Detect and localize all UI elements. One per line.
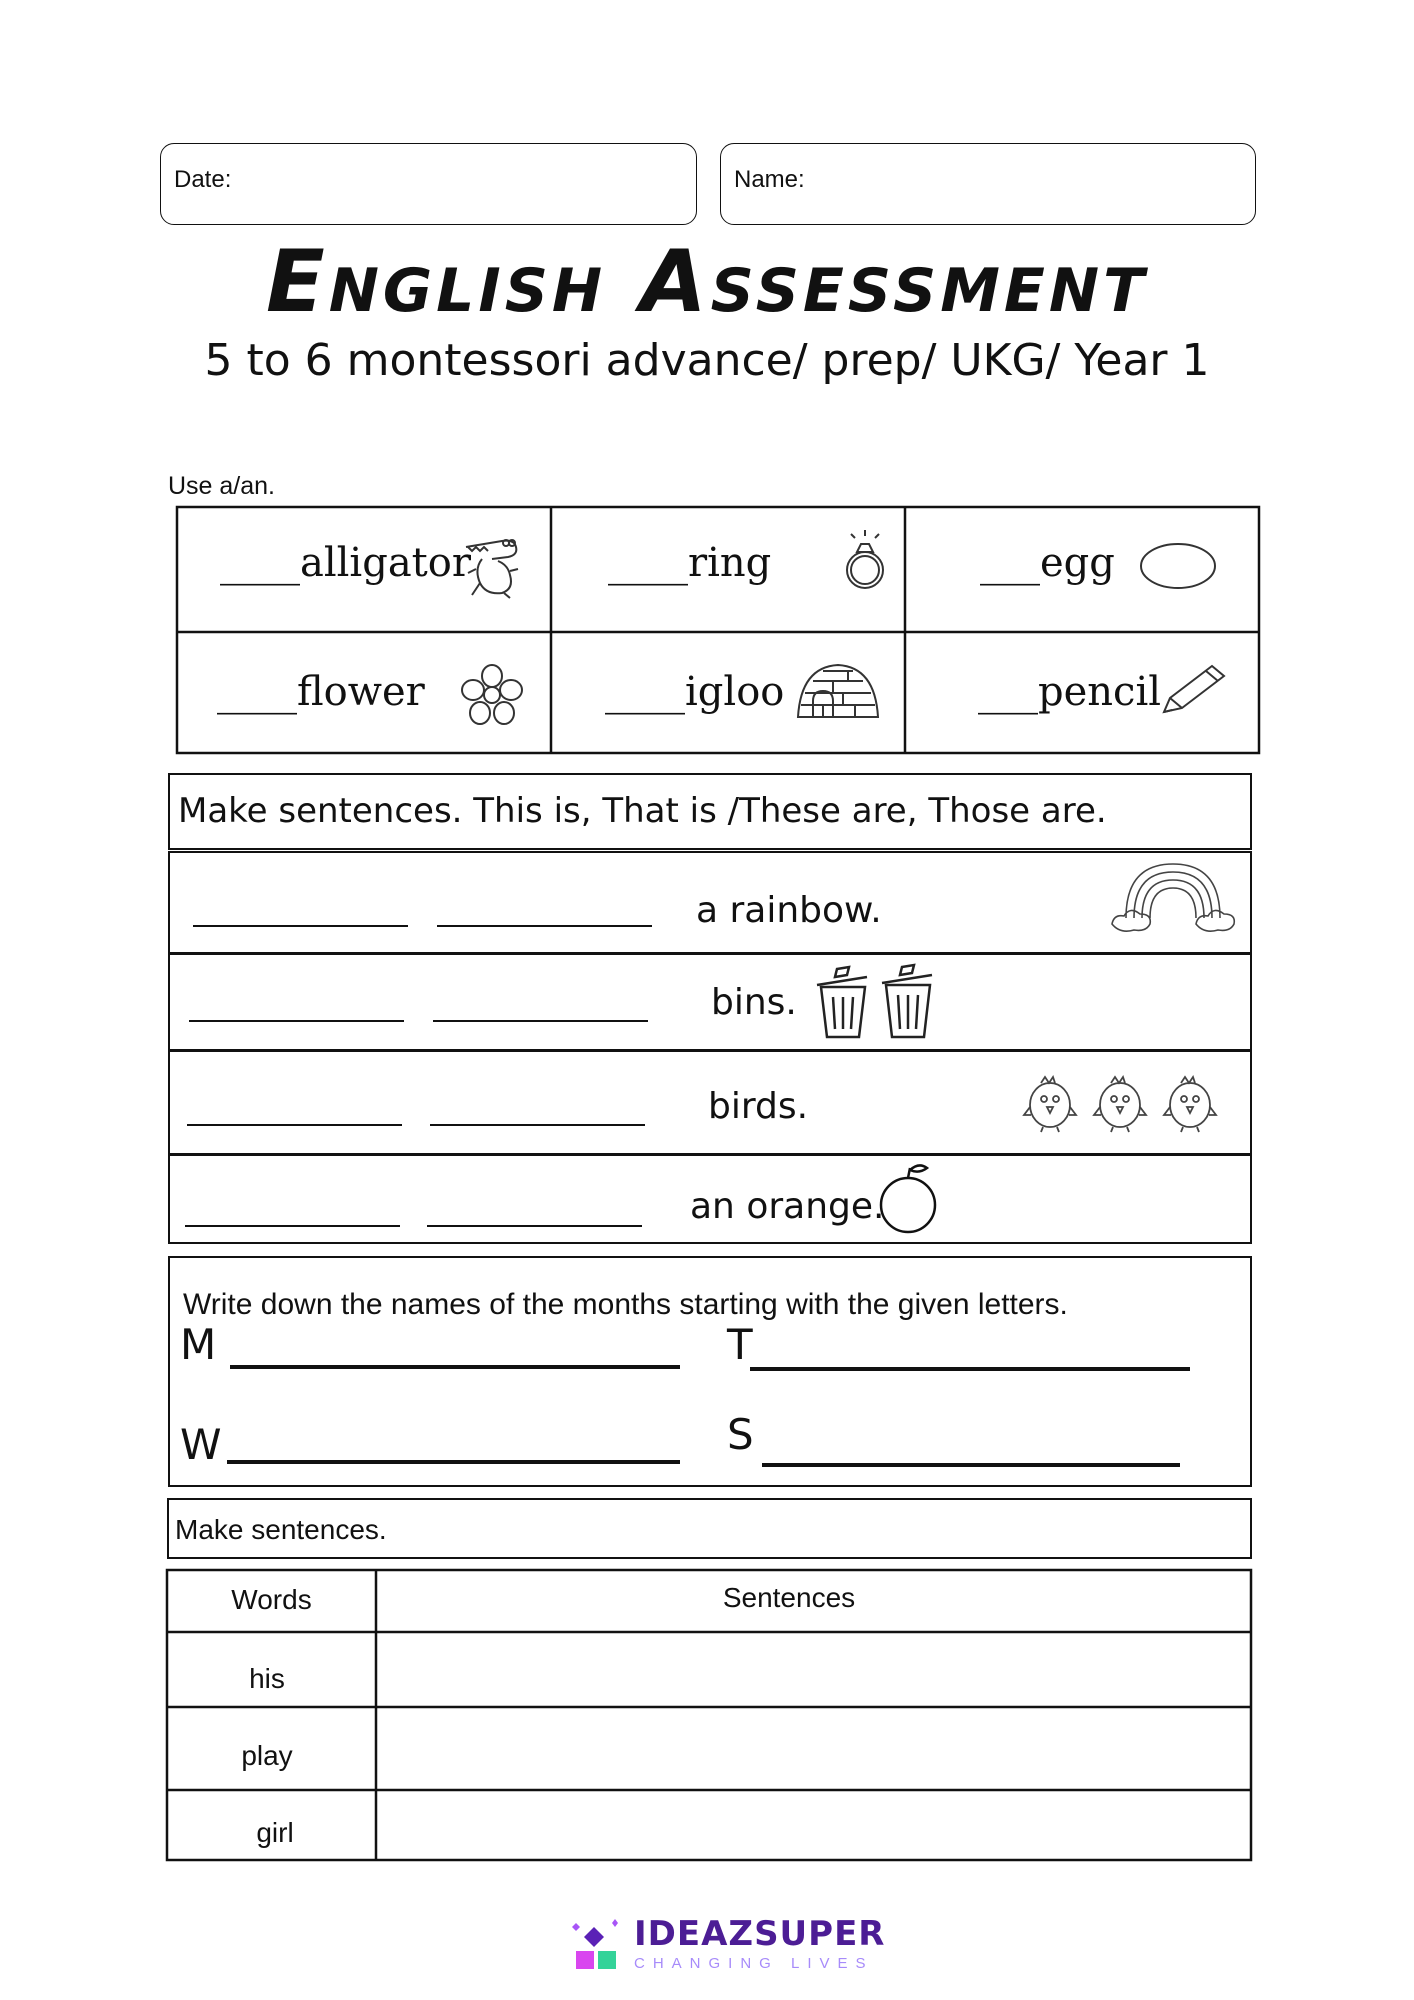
sentence-cell[interactable] bbox=[378, 1709, 1250, 1789]
answer-blank[interactable]: ___ bbox=[980, 540, 1040, 586]
word-label: flower bbox=[297, 669, 425, 715]
table-row-word: play bbox=[241, 1740, 293, 1771]
sentence-ending: bins. bbox=[711, 982, 797, 1023]
answer-blank[interactable]: ____ bbox=[220, 540, 300, 586]
brand-name: IDEAZSUPER bbox=[634, 1914, 886, 1954]
month-letter-m: M bbox=[180, 1320, 217, 1369]
answer-blank[interactable]: ____ bbox=[608, 540, 688, 586]
word-label: egg bbox=[1040, 540, 1115, 586]
brand-tagline: CHANGING LIVES bbox=[634, 1955, 874, 1972]
answer-blank[interactable]: ___ bbox=[978, 669, 1038, 715]
month-letter-w: W bbox=[180, 1420, 222, 1469]
answer-blank[interactable]: ____ bbox=[217, 669, 297, 715]
page-title: English Assessment bbox=[265, 232, 1149, 332]
table-row-word: girl bbox=[256, 1817, 294, 1848]
column-header-sentences: Sentences bbox=[722, 1582, 856, 1613]
month-letter-t: T bbox=[727, 1320, 753, 1369]
sentence-cell[interactable] bbox=[378, 1634, 1250, 1706]
ideazsuper-logo-icon bbox=[568, 1915, 634, 1973]
section1-instruction: Use a/an. bbox=[168, 472, 276, 500]
sentence-ending: birds. bbox=[708, 1086, 809, 1127]
name-label: Name: bbox=[734, 166, 805, 193]
sentence-ending: an orange. bbox=[690, 1186, 885, 1227]
sentence-cell[interactable] bbox=[378, 1792, 1250, 1859]
page-subtitle: 5 to 6 montessori advance/ prep/ UKG/ Year 1 bbox=[204, 335, 1210, 386]
month-letter-s: S bbox=[727, 1410, 754, 1459]
word-label: alligator bbox=[300, 540, 471, 586]
word-label: ring bbox=[688, 540, 772, 586]
section3-instruction: Write down the names of the months starting with the given letters. bbox=[183, 1288, 1068, 1321]
section2-instruction: Make sentences. This is, That is /These are, Those are. bbox=[178, 791, 1107, 831]
date-label: Date: bbox=[174, 166, 232, 193]
section4-instruction: Make sentences. bbox=[175, 1514, 387, 1545]
word-label: igloo bbox=[685, 669, 785, 715]
sentence-ending: a rainbow. bbox=[696, 890, 882, 931]
answer-blank[interactable]: ____ bbox=[605, 669, 685, 715]
table-row-word: his bbox=[249, 1663, 285, 1694]
word-label: pencil bbox=[1038, 669, 1162, 715]
column-header-words: Words bbox=[231, 1584, 312, 1615]
